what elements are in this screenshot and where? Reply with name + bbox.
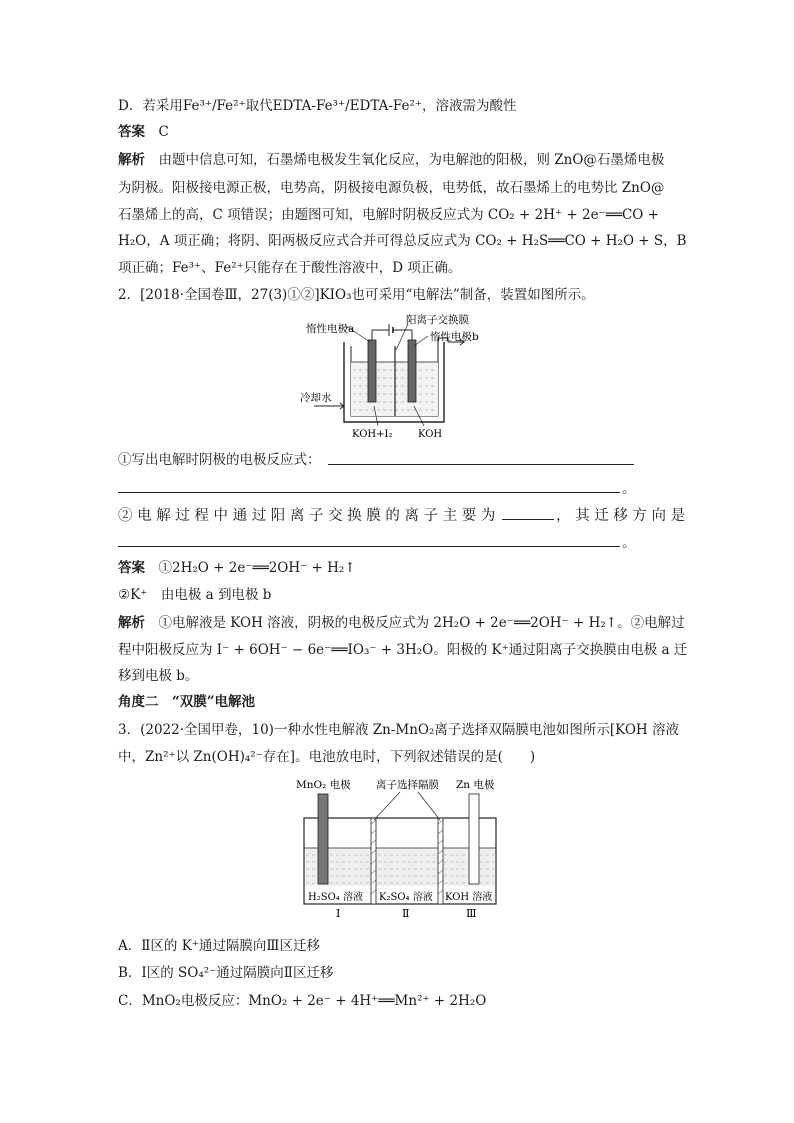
sub-question-2-tail: ，其迁移方向是 xyxy=(556,508,690,524)
explanation-2-line-2: 程中阳极反应为 I⁻ + 6OH⁻ − 6e⁻══IO₃⁻ + 3H₂O。阳极的 K⁺通过阳离子交换膜由电极 a 迁 xyxy=(118,642,688,658)
electrolysis-cell-figure xyxy=(296,310,496,445)
label-zn-electrode: Zn 电极 xyxy=(456,779,495,791)
explanation-2-line-1 xyxy=(118,613,685,633)
question-3-line-2: 中，Zn²⁺以 Zn(OH)₄²⁻存在]。电池放电时，下列叙述错误的是( ) xyxy=(118,749,536,765)
explanation-1-line-4: H₂O，A 项正确；将阴、阳两极反应式合并可得总反应式为 CO₂ + H₂S══CO + H₂O + S，B xyxy=(118,233,687,249)
option-a[interactable]: A．Ⅱ区的 K⁺通过隔膜向Ⅲ区迁移 xyxy=(118,938,320,954)
explanation-2-line-3: 移到电极 b。 xyxy=(118,668,199,684)
label-mno2-electrode: MnO₂ 电极 xyxy=(296,779,351,791)
period-1: 。 xyxy=(622,481,636,497)
label-solution-1: H₂SO₄ 溶液 xyxy=(308,892,363,903)
answer-value: C xyxy=(158,124,169,140)
label-region-3: Ⅲ xyxy=(466,907,477,920)
double-membrane-cell-figure xyxy=(296,774,506,922)
label-membrane: 阳离子交换膜 xyxy=(406,314,469,326)
label-region-1: Ⅰ xyxy=(336,907,341,920)
question-3-line-1: 3．(2022·全国甲卷，10)一种水性电解液 Zn-MnO₂离子选择双隔膜电池如图所示[KOH 溶液 xyxy=(118,722,679,738)
label-solution-2: K₂SO₄ 溶液 xyxy=(379,892,433,903)
explanation-text: ①电解液是 KOH 溶液，阴极的电极反应式为 2H₂O + 2e⁻══2OH⁻ + H₂↑。②电解过 xyxy=(158,615,685,631)
sub-question-2 xyxy=(118,505,690,526)
mno2-electrode xyxy=(318,794,328,884)
electrode-b xyxy=(408,340,416,402)
answer-2-line-2: ②K⁺ 由电极 a 到电极 b xyxy=(118,587,272,603)
label-right-solution: KOH xyxy=(418,429,443,440)
sub-question-1-text: ①写出电解时阴极的电极反应式： xyxy=(118,452,321,468)
explanation-1-line-5: 项正确；Fe³⁺、Fe²⁺只能存在于酸性溶液中，D 项正确。 xyxy=(118,260,462,276)
label-solution-3: KOH 溶液 xyxy=(445,892,493,903)
question-2-stem: 2．[2018·全国卷Ⅲ，27(3)①②]KIO₃也可采用“电解法”制备，装置如图所示。 xyxy=(118,287,595,303)
answer-label: 答案 xyxy=(118,124,145,140)
explanation-text: 由题中信息可知，石墨烯电极发生氧化反应，为电解池的阳极，则 ZnO@石墨烯电极 xyxy=(158,152,665,168)
label-cooling-water: 冷却水 xyxy=(300,392,332,404)
answer-blank-2a[interactable] xyxy=(502,505,554,520)
label-left-solution: KOH+I₂ xyxy=(352,429,393,440)
explanation-1-line-3: 石墨烯上的高，C 项错误；由题图可知，电解时阴极反应式为 CO₂ + 2H⁺ + 2e⁻══CO + xyxy=(118,207,659,223)
period-2: 。 xyxy=(622,535,636,551)
explanation-label: 解析 xyxy=(118,615,145,631)
answer-blank-1a[interactable] xyxy=(328,464,634,465)
label-electrode-b: 惰性电极b xyxy=(430,331,479,343)
answer-blank-1b[interactable] xyxy=(118,492,620,493)
explanation-1-line-2: 为阴极。阳极接电源正极，电势高，阴极接电源负极，电势低，故石墨烯上的电势比 ZnO@ xyxy=(118,180,665,196)
zn-electrode xyxy=(469,794,479,884)
explanation-1-line-1 xyxy=(118,150,664,170)
label-electrode-a: 惰性电极a xyxy=(306,323,355,335)
section-heading: 角度二 “双膜”电解池 xyxy=(118,694,256,710)
sub-question-2-text: ②电解过程中通过阳离子交换膜的离子主要为 xyxy=(118,508,500,524)
answer-label: 答案 xyxy=(118,560,145,576)
option-b[interactable]: B．Ⅰ区的 SO₄²⁻通过隔膜向Ⅱ区迁移 xyxy=(118,965,334,981)
sub-question-1 xyxy=(118,450,321,470)
option-d: D．若采用Fe³⁺/Fe²⁺取代EDTA-Fe³⁺/EDTA-Fe²⁺，溶液需为酸性 xyxy=(118,98,517,114)
answer-blank-2b[interactable] xyxy=(118,546,620,547)
answer-2-line-1 xyxy=(118,558,356,578)
electrode-a xyxy=(368,340,376,402)
answer-2-value-1: ①2H₂O + 2e⁻══2OH⁻ + H₂↑ xyxy=(158,560,356,576)
explanation-label: 解析 xyxy=(118,152,145,168)
label-membrane: 离子选择隔膜 xyxy=(376,779,439,791)
label-region-2: Ⅱ xyxy=(402,907,410,920)
option-c[interactable]: C．MnO₂电极反应：MnO₂ + 2e⁻ + 4H⁺══Mn²⁺ + 2H₂O xyxy=(118,993,487,1009)
answer-1 xyxy=(118,122,169,142)
